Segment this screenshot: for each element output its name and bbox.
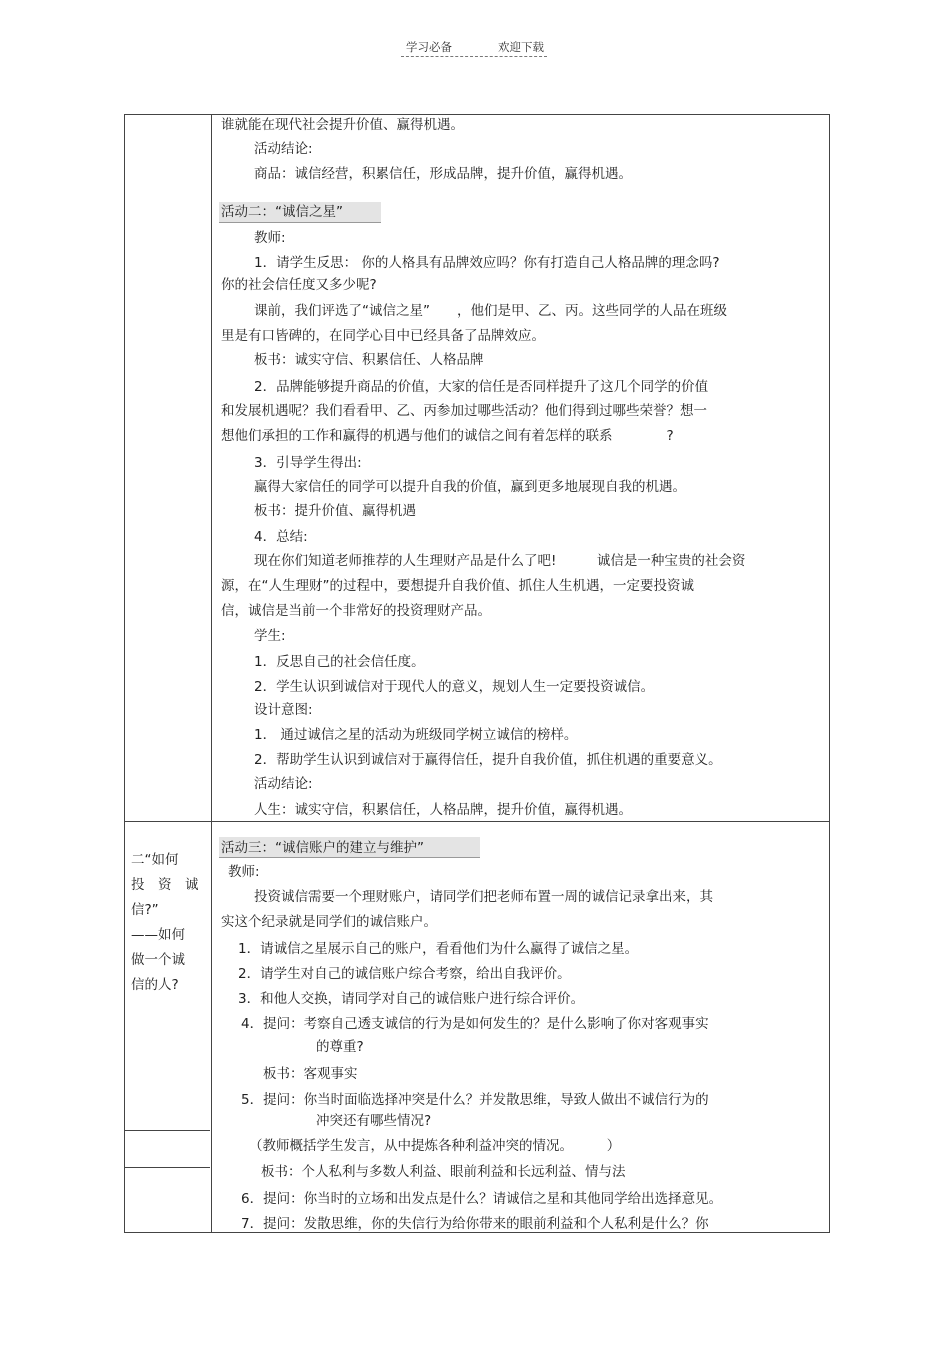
text-line: 和发展机遇呢？我们看看甲、乙、丙参加过哪些活动？他们得到过哪些荣誉？想一 [221,403,707,419]
side-cell-divider-lower [124,1167,210,1168]
text-line: 课前，我们评选了“诚信之星” ，他们是甲、乙、丙。这些同学的人品在班级 [254,303,727,319]
section-label-line: 二“如何 [131,852,179,868]
text-line: 学生: [254,628,286,644]
text-line: 板书：客观事实 [263,1066,358,1082]
text-line: 冲突还有哪些情况? [316,1113,432,1129]
text-line: 板书：诚实守信、积累信任、人格品牌 [254,352,484,368]
text-line: 2．请学生对自己的诚信账户综合考察，给出自我评价。 [238,966,571,982]
text-line: 人生：诚实守信，积累信任，人格品牌，提升价值，赢得机遇。 [254,802,632,818]
text-line: 板书：个人私利与多数人利益、眼前利益和长远利益、情与法 [261,1164,626,1180]
row-divider [124,821,830,822]
text-line: 7．提问：发散思维，你的失信行为给你带来的眼前利益和个人私利是什么？你 [241,1216,709,1232]
text-line: 3．和他人交换，请同学对自己的诚信账户进行综合评价。 [238,991,585,1007]
text-line: 你的社会信任度又多少呢? [221,277,377,293]
text-line: 4．提问：考察自己透支诚信的行为是如何发生的？是什么影响了你对客观事实 [241,1016,709,1032]
text-line: 板书：提升价值、赢得机遇 [254,503,416,519]
text-line: 3．引导学生得出: [254,455,362,471]
section-label-line: 信的人? [131,977,179,993]
text-line: 教师: [254,230,286,246]
text-line: 5．提问：你当时面临选择冲突是什么？并发散思维，导致人做出不诚信行为的 [241,1092,709,1108]
text-line: 设计意图: [254,702,313,718]
text-line: 活动结论: [254,141,313,157]
text-line: 实这个纪录就是同学们的诚信账户。 [221,914,437,930]
page-header [0,39,950,55]
activity-two-title: 活动二：“诚信之星” [221,204,343,220]
text-line: 6．提问：你当时的立场和出发点是什么？请诚信之星和其他同学给出选择意见。 [241,1191,723,1207]
header-divider [401,56,547,57]
section-label-line: 做一个诚 [131,952,185,968]
header-right: 欢迎下载 [498,40,544,54]
side-cell-divider [124,1130,210,1131]
text-line: 1．请诚信之星展示自己的账户，看看他们为什么赢得了诚信之星。 [238,941,639,957]
activity-three-title: 活动三：“诚信账户的建立与维护” [221,840,424,856]
text-line: 1．反思自己的社会信任度。 [254,654,425,670]
text-line: 4．总结: [254,529,308,545]
text-line: 1．请学生反思： 你的人格具有品牌效应吗？你有打造自己人格品牌的理念吗? [254,255,720,271]
text-line: 商品：诚信经营，积累信任，形成品牌，提升价值，赢得机遇。 [254,166,632,182]
text-line: 谁就能在现代社会提升价值、赢得机遇。 [221,117,464,133]
header-left: 学习必备 [406,40,452,54]
text-line: 信，诚信是当前一个非常好的投资理财产品。 [221,603,491,619]
text-line: 投资诚信需要一个理财账户，请同学们把老师布置一周的诚信记录拿出来，其 [254,889,713,905]
section-label-line: 投 资 诚 [131,877,199,893]
text-line: 赢得大家信任的同学可以提升自我的价值，赢到更多地展现自我的机遇。 [254,479,686,495]
text-line: 源，在“人生理财”的过程中，要想提升自我价值、抓住人生机遇，一定要投资诚 [221,578,694,594]
section-label-line: 信?” [131,902,159,918]
text-line: 1． 通过诚信之星的活动为班级同学树立诚信的榜样。 [254,727,578,743]
text-line: 活动结论: [254,776,313,792]
column-divider [211,114,212,1233]
text-line: 的尊重? [316,1039,364,1055]
text-line: 2．帮助学生认识到诚信对于赢得信任，提升自我价值，抓住机遇的重要意义。 [254,752,722,768]
text-line: 2．学生认识到诚信对于现代人的意义，规划人生一定要投资诚信。 [254,679,655,695]
text-line: 2．品牌能够提升商品的价值，大家的信任是否同样提升了这几个同学的价值 [254,379,709,395]
text-line: （教师概括学生发言，从中提炼各种利益冲突的情况。 ） [249,1138,621,1154]
text-line: 想他们承担的工作和赢得的机遇与他们的诚信之间有着怎样的联系 ? [221,428,674,444]
text-line: 教师: [228,864,260,880]
section-label-line: ——如何 [131,927,185,943]
text-line: 现在你们知道老师推荐的人生理财产品是什么了吧! 诚信是一种宝贵的社会资 [254,553,746,569]
text-line: 里是有口皆碑的，在同学心目中已经具备了品牌效应。 [221,328,545,344]
